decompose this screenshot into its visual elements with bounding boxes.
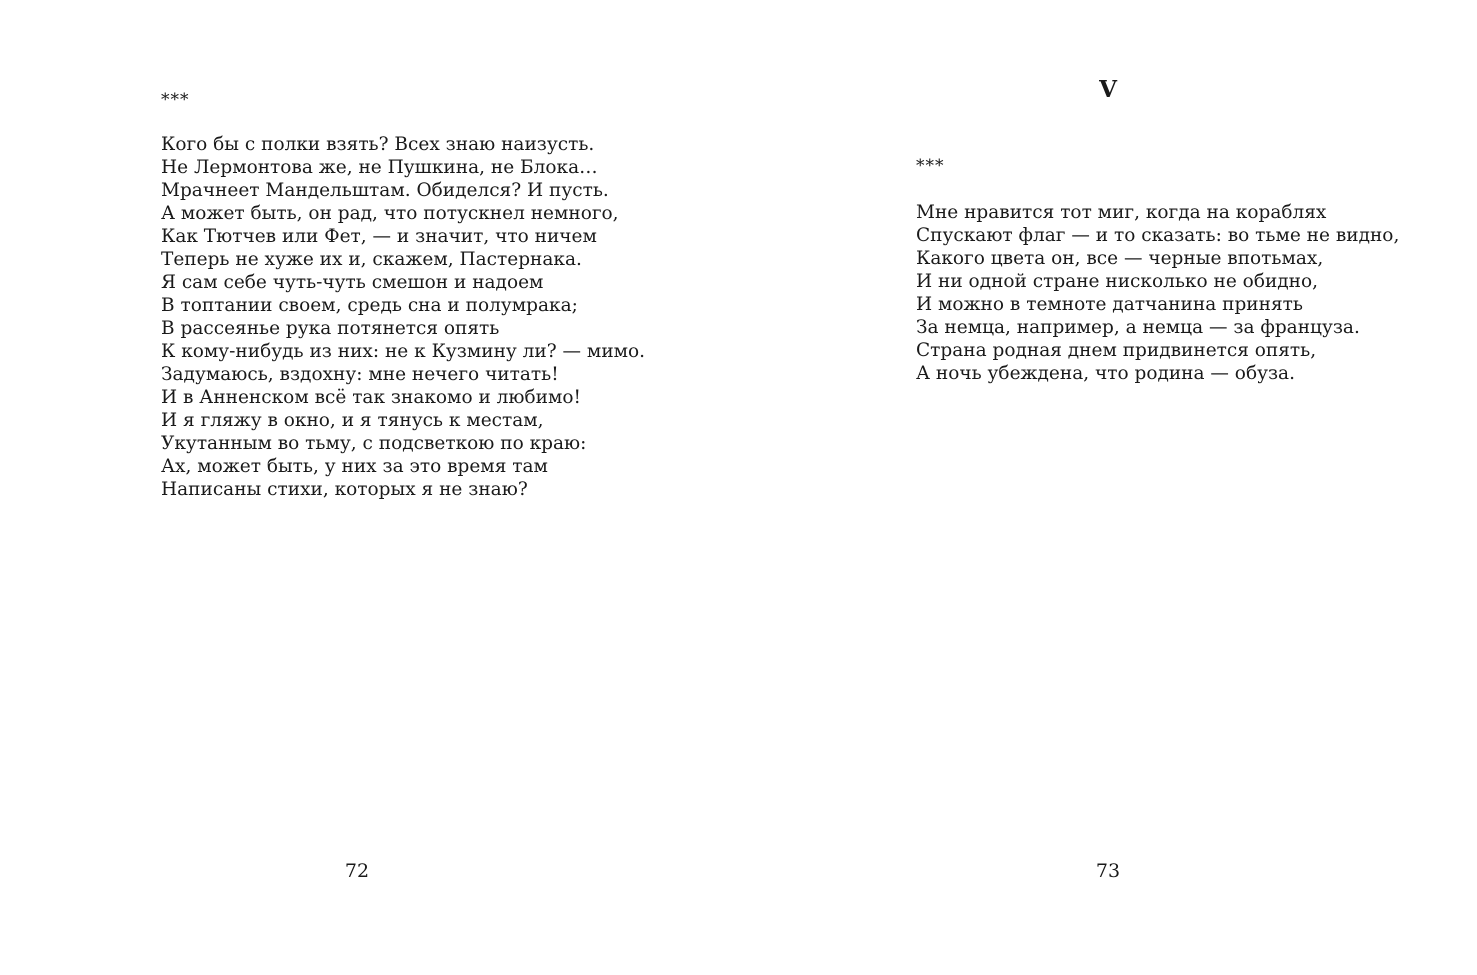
poem-line: Укутанным во тьму, с подсветкою по краю: [161,433,587,454]
poem-line: Страна родная днем придвинется опять, [916,340,1317,361]
poem-line: Мрачнеет Мандельштам. Обиделся? И пусть. [161,180,609,201]
poem-text [916,201,1399,385]
poem-line: А может быть, он рад, что потускнел немного, [161,203,619,224]
poem-line: Спускают флаг — и то сказать: во тьме не видно, [916,225,1400,246]
poem-line: В топтании своем, средь сна и полумрака; [161,295,578,316]
poem-line: Какого цвета он, все — черные впотьмах, [916,248,1324,269]
poem-line: И я гляжу в окно, и я тянусь к местам, [161,410,544,431]
poem-line: А ночь убеждена, что родина — обуза. [916,363,1295,384]
poem-ornament: *** [161,90,190,110]
poem-line: К кому-нибудь из них: не к Кузмину ли? — мимо. [161,341,646,362]
poem-line: И ни одной стране нисколько не обидно, [916,271,1319,292]
poem-line: И можно в темноте датчанина принять [916,294,1303,315]
poem-line: Задумаюсь, вздохну: мне нечего читать! [161,364,559,385]
poem-line: Я сам себе чуть-чуть смешон и надоем [161,272,544,293]
poem-line: Написаны стихи, которых я не знаю? [161,479,528,500]
poem-ornament: *** [916,156,945,176]
poem-line: Как Тютчев или Фет, — и значит, что ничем [161,226,597,247]
poem-line: В рассеянье рука потянется опять [161,318,500,339]
poem-line: Кого бы с полки взять? Всех знаю наизусть. [161,134,595,155]
poem-line: Не Лермонтова же, не Пушкина, не Блока… [161,157,598,178]
poem-line: И в Анненском всё так знакомо и любимо! [161,387,581,408]
right-page [740,0,1477,975]
section-heading: V [1099,76,1117,103]
page-number: 72 [344,860,370,882]
poem-text [161,133,645,501]
poem-line: Теперь не хуже их и, скажем, Пастернака. [161,249,582,270]
page-number: 73 [1095,860,1121,882]
poem-line: За немца, например, а немца — за француза. [916,317,1360,338]
poem-line: Мне нравится тот миг, когда на кораблях [916,202,1327,223]
poem-line: Ах, может быть, у них за это время там [161,456,548,477]
